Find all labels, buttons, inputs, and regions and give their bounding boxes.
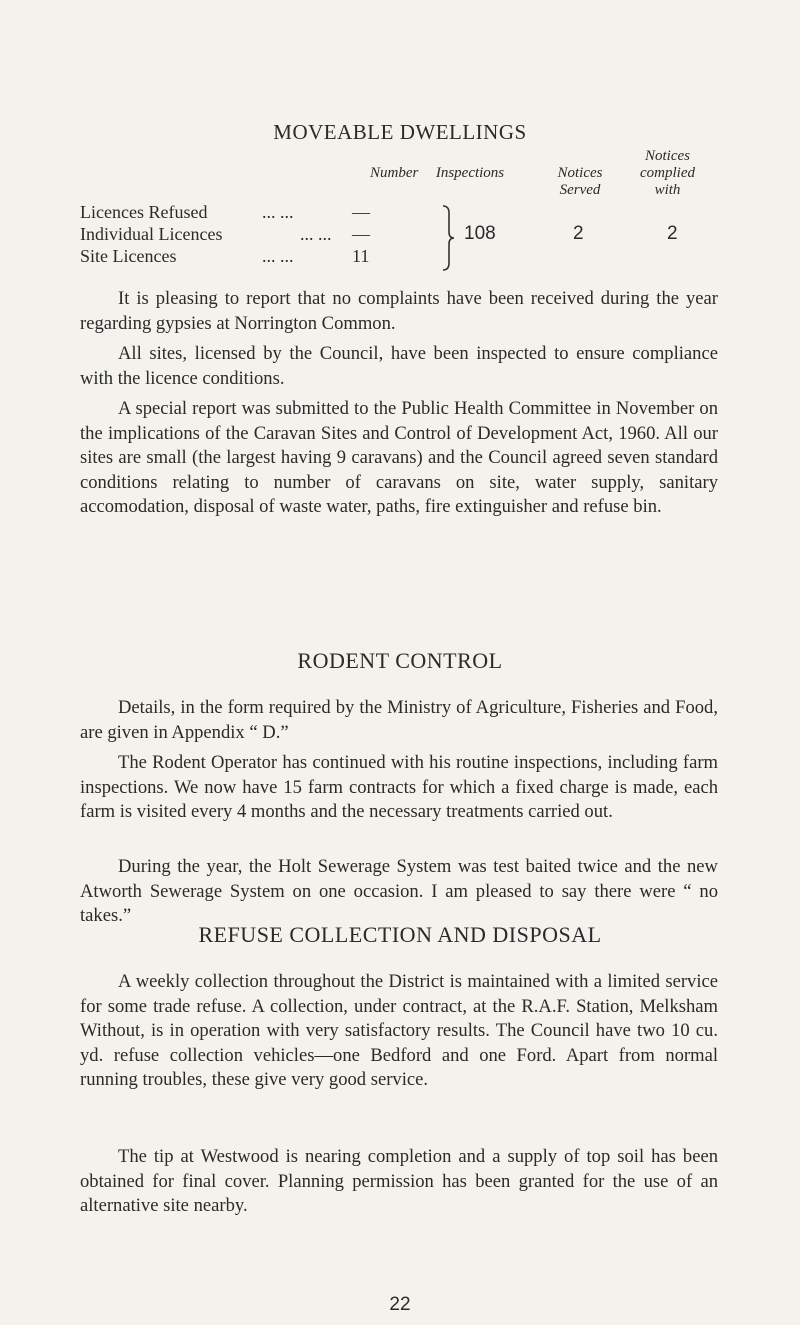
- row-dots: ... ...: [262, 202, 294, 222]
- header-notices-served-line1: Notices: [557, 165, 603, 181]
- row-label-site-licences: Site Licences: [80, 246, 177, 266]
- paragraph: A special report was submitted to the Public Health Committee in November on the implications of the Caravan Sites and Control of Development Act, 1960. All our sites are small (the largest having 9 caravans) and the Council agreed seven standard conditions relating to number of caravans on site, water supply, sanitary accomodation, disposal of waste water, paths, fire extinguisher and refuse bin.: [80, 398, 718, 517]
- notices-served-total: 2: [573, 223, 584, 244]
- paragraph: The Rodent Operator has continued with his routine inspections, including farm inspections. We now have 15 farm contracts for which a fixed charge is made, each farm is visited every 4 months and the necessary treatments carried out.: [80, 752, 718, 822]
- row-value-site-licences: 11: [352, 246, 370, 266]
- section-heading-refuse-collection: REFUSE COLLECTION AND DISPOSAL: [198, 922, 602, 947]
- notices-complied-total: 2: [667, 223, 678, 244]
- header-inspections: Inspections: [435, 165, 505, 181]
- header-number: Number: [370, 165, 419, 181]
- page-title: MOVEABLE DWELLINGS: [273, 120, 527, 144]
- right-brace: [440, 204, 456, 272]
- header-notices-complied-line2: complied: [640, 165, 695, 181]
- header-notices-complied-line3: with: [654, 182, 681, 198]
- row-dots: ... ...: [300, 224, 332, 244]
- row-label-individual-licences: Individual Licences: [80, 224, 223, 244]
- row-value-individual-licences: —: [352, 224, 370, 244]
- row-label-licences-refused: Licences Refused: [80, 202, 208, 222]
- header-notices-complied-line1: Notices: [645, 148, 690, 164]
- page-number: 22: [389, 1294, 411, 1315]
- section-heading-rodent-control: RODENT CONTROL: [297, 648, 503, 673]
- row-value-licences-refused: —: [352, 202, 370, 222]
- row-dots: ... ...: [262, 246, 294, 266]
- inspections-total: 108: [464, 223, 496, 244]
- paragraph: The tip at Westwood is nearing completion and a supply of top soil has been obtained for final cover. Planning permission has been granted for the use of an alternative site nearby.: [80, 1146, 718, 1216]
- header-notices-served-line2: Served: [559, 182, 601, 198]
- paragraph: During the year, the Holt Sewerage System was test baited twice and the new Atworth Sewerage System on one occasion. I am pleased to say there were “ no takes.”: [80, 856, 718, 926]
- paragraph: All sites, licensed by the Council, have been inspected to ensure compliance with the licence conditions.: [80, 343, 718, 389]
- paragraph: Details, in the form required by the Ministry of Agriculture, Fisheries and Food, are given in Appendix “ D.”: [80, 697, 718, 743]
- paragraph: It is pleasing to report that no complaints have been received during the year regarding gypsies at Norrington Common.: [80, 288, 718, 334]
- paragraph: A weekly collection throughout the District is maintained with a limited service for some trade refuse. A collection, under contract, at the R.A.F. Station, Melksham Without, is in operation with very satisfactory results. The Council have two 10 cu. yd. refuse collection vehicles—one Bedford and one Ford. Apart from normal running troubles, these give very good service.: [80, 971, 718, 1090]
